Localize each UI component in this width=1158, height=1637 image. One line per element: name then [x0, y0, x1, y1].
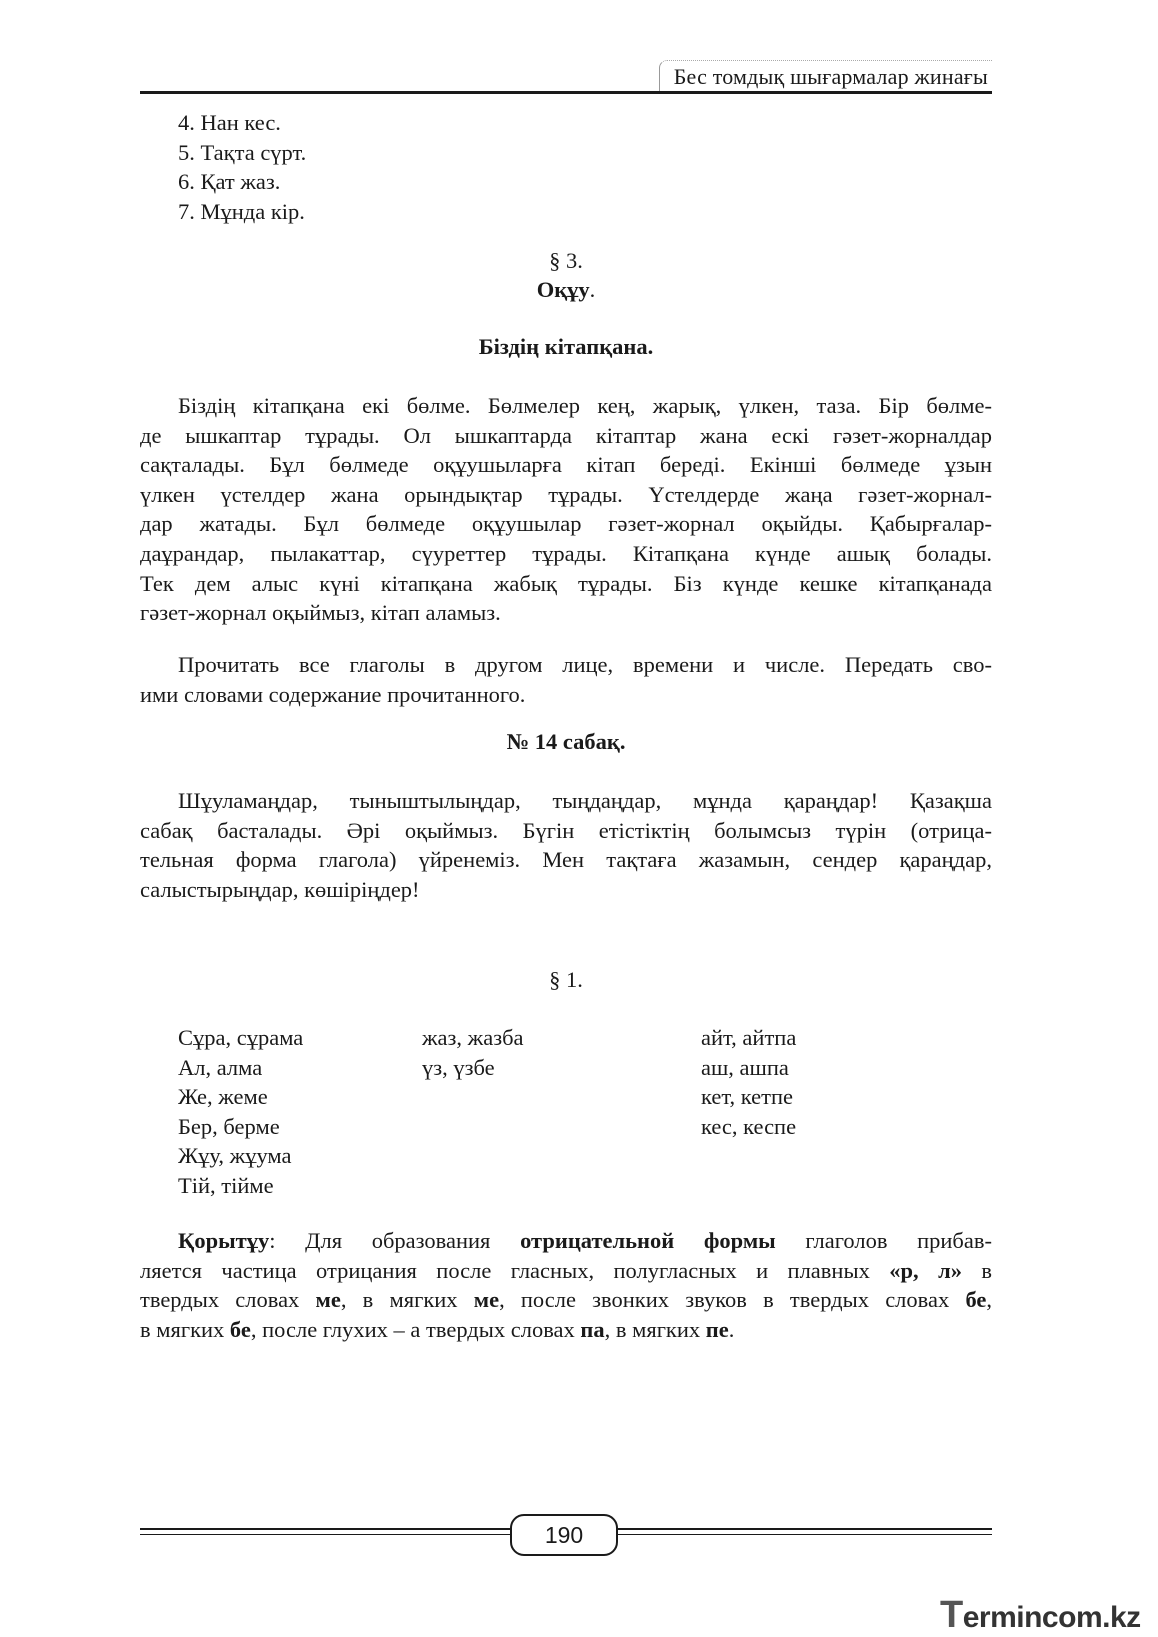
magnifier-icon: o	[1058, 1601, 1076, 1634]
list-item: 5. Тақта сүрт.	[178, 139, 307, 165]
footer-rule-right-thin	[616, 1534, 992, 1535]
watermark-logo: Termincom.kz	[940, 1594, 1141, 1636]
paragraph-line: ими словами содержание прочитанного.	[140, 681, 526, 707]
word-pair: жаз, жазба	[422, 1025, 524, 1050]
task-paragraph	[140, 650, 992, 709]
word-pair: Же, жеме	[178, 1084, 268, 1109]
paragraph-line: Прочитать все глаголы в другом лице, времени и числе. Передать сво-	[178, 652, 992, 677]
paragraph-line: үлкен үстелдер жана орындықтар тұрады. Үстелдерде жаңа гәзет-жорнал-	[140, 481, 992, 507]
top-numbered-list	[178, 108, 306, 226]
paragraph-line: Біздің кітапқана екі бөлме. Бөлмелер кең, жарық, үлкен, таза. Бір бөлме-	[178, 393, 992, 418]
lesson-title: № 14 сабақ.	[506, 729, 626, 754]
word-pair: кес, кеспе	[701, 1113, 797, 1139]
section-number: § 1.	[549, 967, 583, 992]
paragraph-line: салыстырыңдар, көшіріңдер!	[140, 876, 420, 902]
conclusion-paragraph	[140, 1226, 992, 1344]
paragraph-line: твердых словах ме, в мягких ме, после звонких звуков в твердых словах бе,	[140, 1287, 993, 1313]
paragraph-line: сақталады. Бұл бөлмеде оқұушыларға кітап береді. Екінші бөлмеде ұзын	[140, 452, 992, 478]
page-footer	[140, 1514, 992, 1554]
word-pair: Сұра, сұрама	[178, 1025, 304, 1050]
word-pair: Бер, берме	[178, 1113, 280, 1139]
lesson-paragraph	[140, 786, 992, 904]
footer-rule-right	[616, 1528, 992, 1530]
paragraph-line: тельная форма глагола) үйренеміз. Мен тақтаға жазамын, сендер қараңдар,	[140, 847, 992, 873]
list-item: 6. Қат жаз.	[178, 169, 281, 194]
paragraph-line: сабақ басталады. Әрі оқыймыз. Бүгін етістіктің болымсыз түрін (отрица-	[140, 817, 992, 843]
section-number: § 3.	[549, 248, 583, 273]
paragraph-line: де ышкаптар тұрады. Ол ышкаптарда кітаптар жана ескі гәзет-жорналдар	[140, 422, 992, 448]
word-pair: үз, үзбе	[422, 1054, 495, 1080]
word-column-1	[178, 1023, 303, 1200]
page-number: 190	[510, 1514, 618, 1556]
paragraph-line: дар жатады. Бұл бөлмеде оқұушылар гәзет-жорнал оқыйды. Қабырғалар-	[140, 511, 992, 537]
header-rule	[140, 91, 992, 94]
section-heading: Оқұу.	[536, 277, 596, 302]
running-header-title: Бес томдық шығармалар жинағы	[659, 60, 992, 92]
paragraph-line: Шұуламаңдар, тыныштылыңдар, тыңдаңдар, мұнда қараңдар! Қазақша	[178, 788, 992, 813]
word-column-3	[701, 1023, 796, 1141]
list-item: 7. Мұнда кір.	[178, 198, 305, 224]
word-pair: кет, кетпе	[701, 1084, 793, 1109]
word-pair: аш, ашпа	[701, 1054, 789, 1080]
conclusion-label: Қорытұу	[178, 1228, 270, 1253]
paragraph-line: в мягких бе, после глухих – а твердых словах па, в мягких пе.	[140, 1316, 735, 1342]
list-item: 4. Нан кес.	[178, 110, 281, 135]
section-heading-text: Оқұу	[536, 277, 590, 302]
paragraph-line: гәзет-жорнал оқыймыз, кітап аламыз.	[140, 600, 501, 626]
paragraph-line: Тек дем алыс күні кітапқана жабық тұрады. Біз күнде кешке кітапқанада	[140, 570, 992, 596]
word-column-2	[422, 1023, 524, 1082]
footer-rule-left-thin	[140, 1534, 512, 1535]
reading-title: Біздің кітапқана.	[478, 334, 654, 359]
paragraph-line: даұрандар, пылакаттар, сүуреттер тұрады. Кітапқана күнде ашық болады.	[140, 540, 992, 566]
paragraph-line: Қорытұу: Для образования отрицательной формы глаголов прибав-	[178, 1228, 992, 1253]
word-pair: Жұу, жұума	[178, 1143, 292, 1168]
word-pair: айт, айтпа	[701, 1025, 797, 1050]
word-pair: Ал, алма	[178, 1054, 263, 1080]
paragraph-line: ляется частица отрицания после гласных, полугласных и плавных «р, л» в	[140, 1257, 992, 1283]
footer-rule-left	[140, 1528, 512, 1530]
running-header	[140, 60, 992, 94]
word-pair: Тій, тійме	[178, 1172, 274, 1198]
reading-paragraph	[140, 391, 992, 628]
